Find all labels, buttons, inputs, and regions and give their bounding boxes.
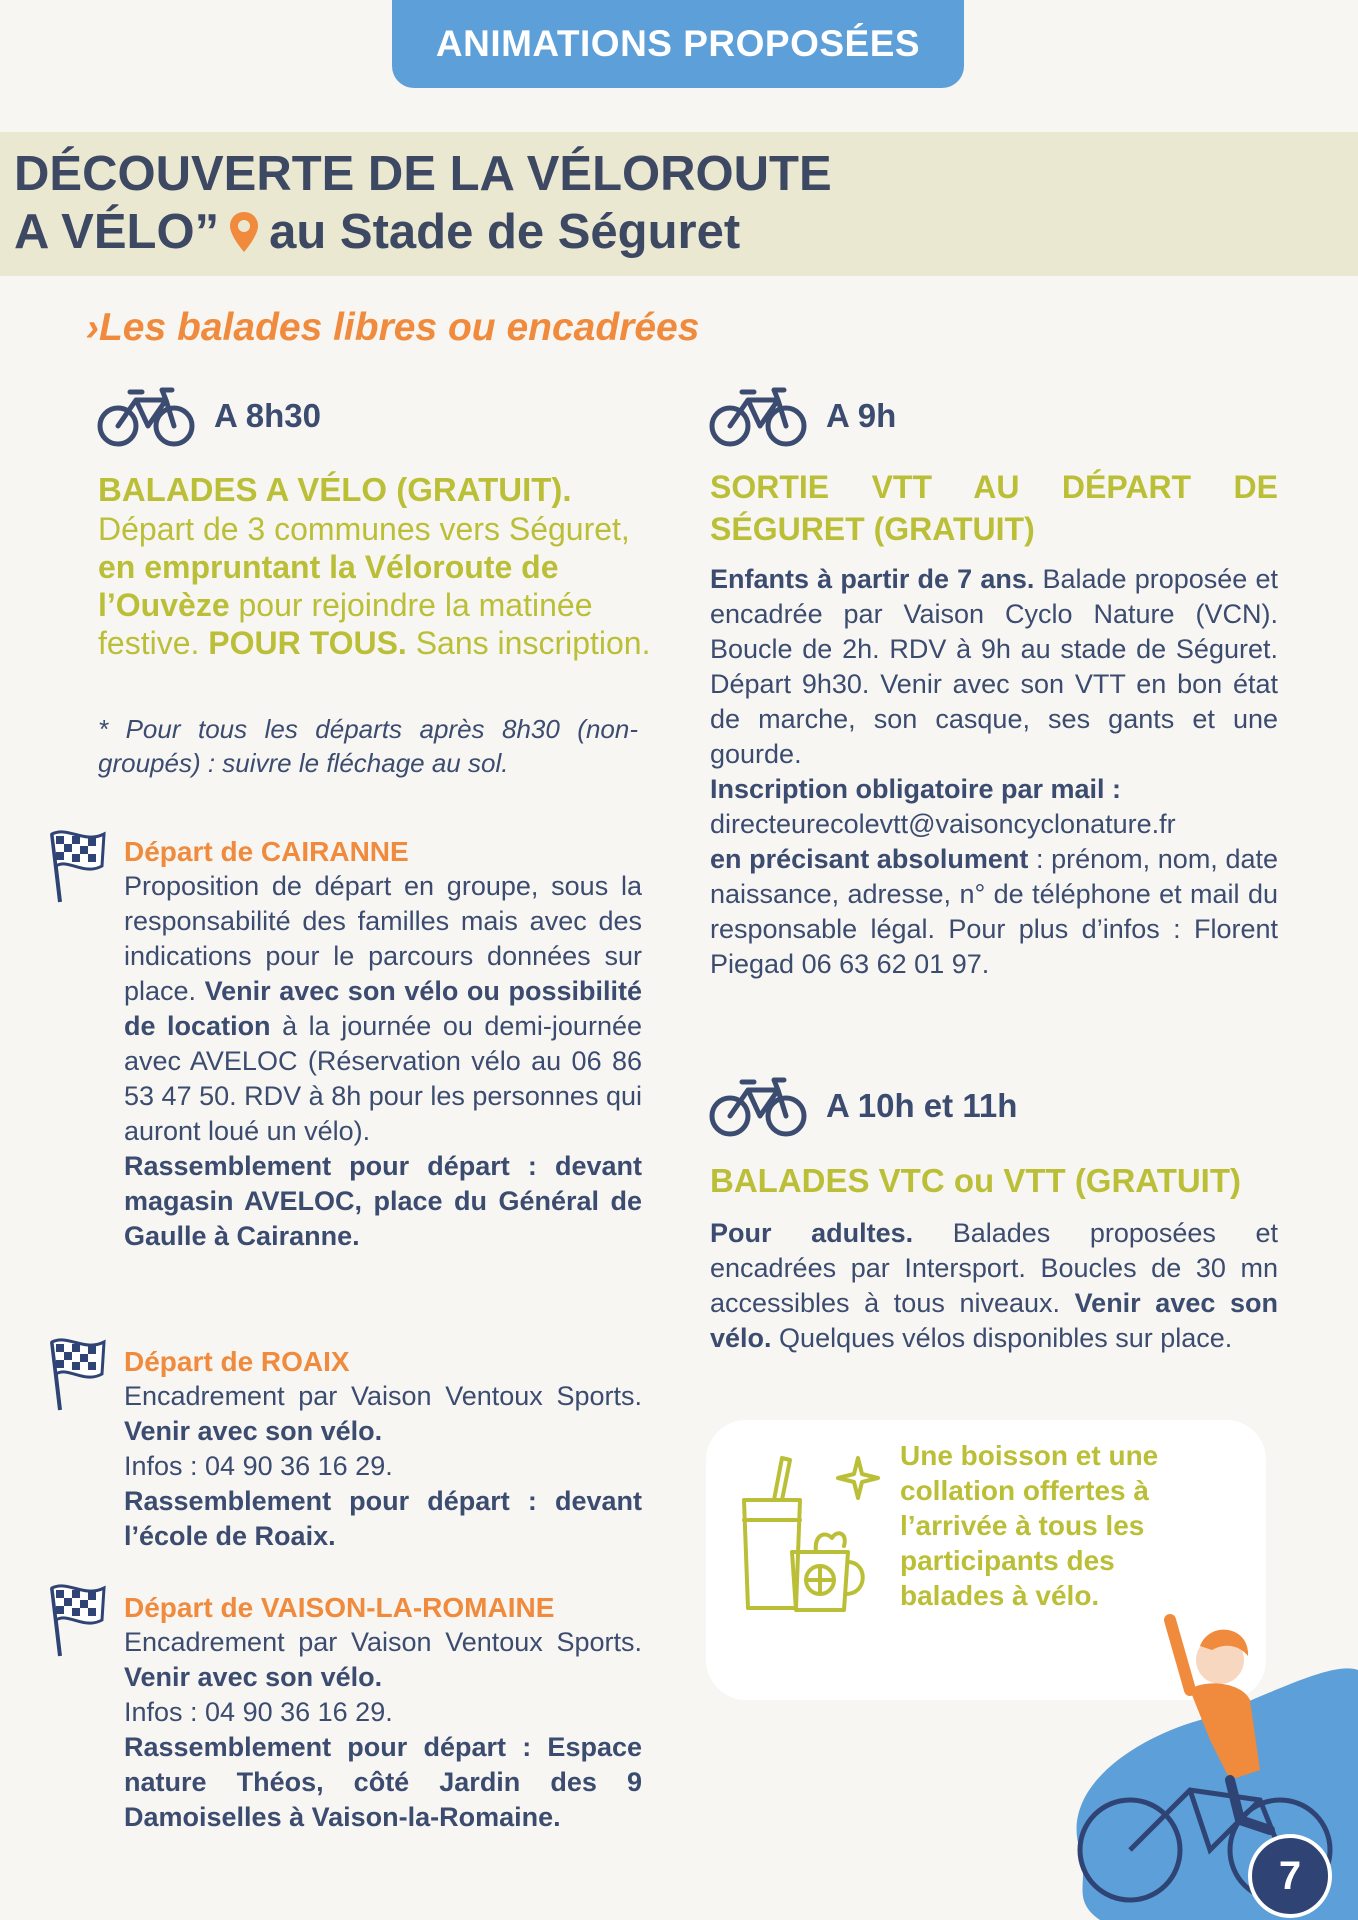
departure-cairanne (124, 834, 642, 1254)
left-body-part1: Départ de 3 communes vers Séguret, (98, 511, 630, 547)
departure-meeting: Rassemblement pour départ : devant magasin AVELOC, place du Général de Gaulle à Cairanne. (124, 1151, 642, 1251)
bicycle-icon (708, 384, 808, 448)
departure-title: Départ de ROAIX (124, 1346, 350, 1377)
left-body-part2: pour rejoindre la matinée festive. (98, 587, 593, 661)
left-body (98, 510, 658, 662)
left-body-part3: Sans inscription. (415, 625, 651, 661)
bicycle-icon (96, 384, 196, 448)
vtt-body (710, 562, 1278, 982)
departure-meeting: Rassemblement pour départ : devant l’école de Roaix. (124, 1486, 642, 1551)
vtc-body (710, 1216, 1278, 1356)
checkered-flag-icon (42, 1580, 112, 1660)
page-title-line2 (14, 204, 740, 260)
vtt-email: directeurecolevtt@vaisoncyclonature.fr (710, 809, 1176, 839)
vtc-time-header (708, 1074, 1017, 1138)
departure-title: Départ de CAIRANNE (124, 836, 409, 867)
checkered-flag-icon (42, 826, 112, 906)
left-note: * Pour tous les départs après 8h30 (non-groupés) : suivre le fléchage au sol. (98, 714, 638, 778)
vtt-time-header (708, 384, 896, 448)
departure-meeting: Rassemblement pour départ : Espace nature Théos, côté Jardin des 9 Damoiselles à Vaison-la-Romaine. (124, 1732, 642, 1832)
left-body-bold1: en empruntant la Véloroute de l’Ouvèze (98, 549, 559, 623)
vtc-text2: Quelques vélos disponibles sur place. (779, 1323, 1233, 1353)
vtt-registration: Inscription obligatoire par mail : (710, 774, 1122, 804)
vtt-bold3: en précisant absolument (710, 844, 1029, 874)
page-title-line1: DÉCOUVERTE DE LA VÉLOROUTE (14, 147, 832, 201)
vtc-text1: Balades proposées et encadrées par Intersport. Boucles de 30 mn accessibles à tous niveaux. (710, 1218, 1279, 1318)
title-band (0, 132, 1358, 276)
vtt-heading: SORTIE VTT AU DÉPART DE SÉGURET (GRATUIT) (710, 469, 1278, 547)
departure-infos: Infos : 04 90 36 16 29. (124, 1697, 393, 1727)
left-time-header (96, 384, 321, 448)
bicycle-icon (708, 1074, 808, 1138)
departure-text: Encadrement par Vaison Ventoux Sports. (124, 1381, 642, 1411)
vtc-bold1: Pour adultes. (710, 1218, 914, 1248)
departure-vaison (124, 1590, 642, 1835)
departure-infos: Infos : 04 90 36 16 29. (124, 1451, 393, 1481)
subtitle: ›Les balades libres ou encadrées (86, 306, 700, 349)
refreshment-text: Une boisson et une collation offertes à l’arrivée à tous les participants des balades à vélo. (900, 1440, 1159, 1611)
page-number: 7 (1248, 1834, 1332, 1918)
departure-bold: Venir avec son vélo ou possibilité de location (124, 976, 642, 1041)
section-tab: ANIMATIONS PROPOSÉES (392, 0, 964, 88)
left-body-bold2: POUR TOUS. (208, 625, 407, 661)
left-time: A 8h30 (214, 397, 321, 434)
departure-text-2: à la journée ou demi-journée avec AVELOC (Réservation vélo au 06 86 53 47 50. RDV à 8h pour les personnes qui auront loué un vélo). (124, 1011, 642, 1146)
title-suffix: au Stade de Séguret (269, 205, 741, 259)
vtt-text1: Balade proposée et encadrée par Vaison Cyclo Nature (VCN). Boucle de 2h. RDV à 9h au stade de Séguret. Départ 9h30. Venir avec son VTT en bon état de marche, son casque, ses gants et une gourde. (710, 564, 1278, 769)
title-prefix: A VÉLO” (14, 205, 220, 259)
departure-text: Proposition de départ en groupe, sous la responsabilité des familles mais avec des indications pour le parcours données sur place. (124, 871, 642, 1006)
vtt-time: A 9h (826, 397, 897, 434)
departure-bold: Venir avec son vélo. (124, 1662, 383, 1692)
departure-title: Départ de VAISON-LA-ROMAINE (124, 1592, 555, 1623)
vtc-heading: BALADES VTC ou VTT (GRATUIT) (710, 1162, 1241, 1199)
left-heading: BALADES A VÉLO (GRATUIT). (98, 471, 572, 508)
departure-text: Encadrement par Vaison Ventoux Sports. (124, 1627, 642, 1657)
vtt-bold1: Enfants à partir de 7 ans. (710, 564, 1035, 594)
location-pin-icon (227, 210, 261, 254)
departure-bold: Venir avec son vélo. (124, 1416, 383, 1446)
drink-icon (732, 1450, 890, 1620)
vtt-text2: : prénom, nom, date naissance, adresse, n° de téléphone et mail du responsable légal. Pour plus d’infos : Florent Piegad 06 63 62 01 97. (710, 844, 1278, 979)
vtc-bold2: Venir avec son vélo. (710, 1288, 1278, 1353)
checkered-flag-icon (42, 1334, 112, 1414)
vtc-time: A 10h et 11h (826, 1087, 1018, 1124)
departure-roaix (124, 1344, 642, 1554)
